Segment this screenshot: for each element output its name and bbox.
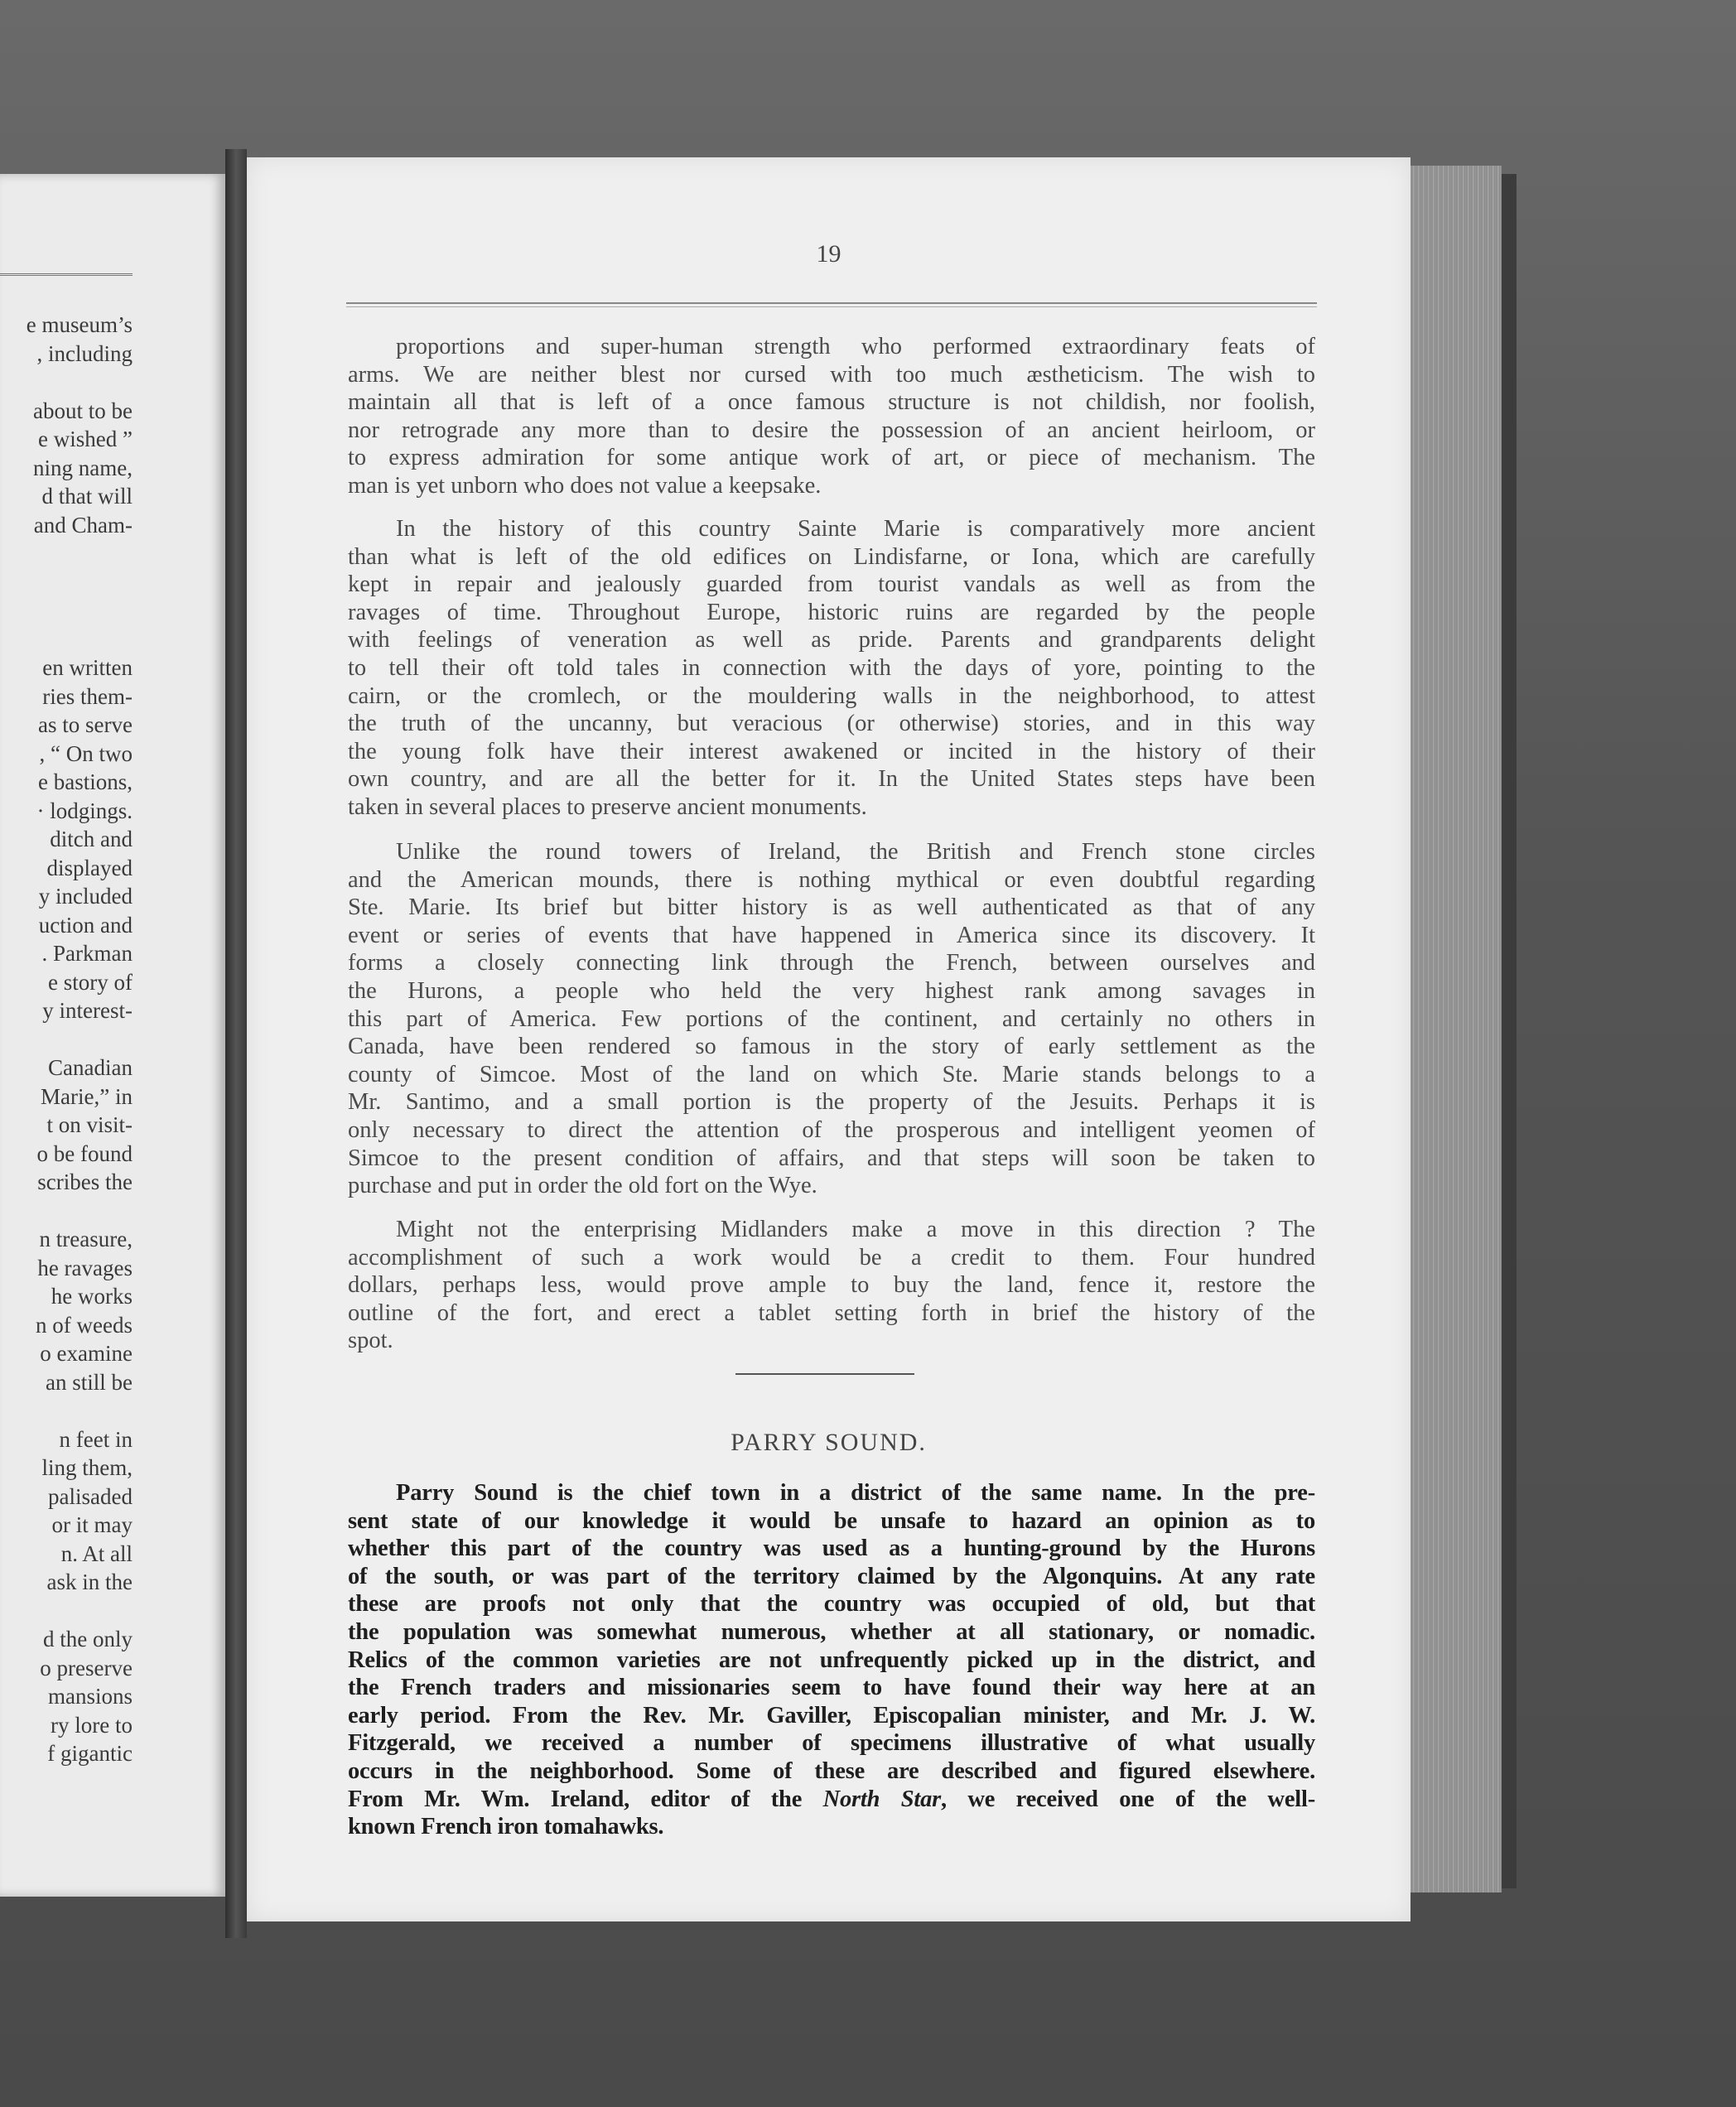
- facing-page-line: Marie,” in: [41, 1083, 133, 1109]
- text-line: the Hurons, a people who held the very highest rank among savages in: [348, 977, 1315, 1004]
- text-line-with-italic: [348, 1786, 1315, 1814]
- facing-page-line: palisaded: [48, 1483, 133, 1509]
- facing-page-line: or it may: [51, 1512, 133, 1537]
- text-line: In the history of this country Sainte Marie is comparatively more ancient: [396, 516, 1315, 542]
- text-line: the young folk have their interest awakened or incited in the history of their: [348, 738, 1315, 764]
- facing-page-line: . Parkman: [41, 941, 133, 966]
- book-cover-edge: [1502, 174, 1517, 1888]
- text-line: event or series of events that have happened in America since its discovery. It: [348, 922, 1315, 948]
- facing-page-line: Canadian: [48, 1055, 133, 1080]
- text-fragment: From Mr. Wm. Ireland, editor of the: [348, 1786, 823, 1812]
- paragraph-2: [348, 515, 1315, 822]
- facing-page-line: ries them-: [42, 683, 133, 709]
- facing-page-rule: [0, 273, 133, 276]
- facing-page-line: y included: [38, 884, 133, 909]
- facing-page-fragment: [0, 174, 225, 1897]
- facing-page-line: he works: [51, 1284, 133, 1309]
- text-line: to express admiration for some antique work of art, or piece of mechanism. The: [348, 445, 1315, 471]
- text-line: county of Simcoe. Most of the land on which Ste. Marie stands belongs to a: [348, 1061, 1315, 1087]
- text-line: Might not the enterprising Midlanders make a move in this direction ? The: [396, 1217, 1315, 1242]
- header-rule: [346, 302, 1317, 307]
- text-line: proportions and super-human strength who performed extraordinary feats of: [396, 334, 1315, 359]
- text-line: these are proofs not only that the country was occupied of old, but that: [348, 1591, 1315, 1618]
- facing-page-line: e wished ”: [38, 427, 133, 451]
- text-line: the population was somewhat numerous, whether at all stationary, or nomadic.: [348, 1618, 1315, 1645]
- facing-page-line: y interest-: [42, 998, 133, 1023]
- facing-page-line: n. At all: [60, 1540, 133, 1566]
- facing-page-line: mansions: [47, 1684, 133, 1709]
- facing-page-line: en written: [42, 655, 133, 680]
- text-line: arms. We are neither blest nor cursed with too much æstheticism. The wish to: [348, 361, 1315, 388]
- facing-page-line: ling them,: [41, 1455, 133, 1480]
- text-line: spot.: [348, 1328, 393, 1354]
- facing-page-line: displayed: [46, 855, 133, 880]
- text-line: own country, and are all the better for it. In the United States steps have been: [348, 766, 1315, 793]
- facing-page-line: about to be: [33, 398, 133, 423]
- facing-page-line: ning name,: [33, 455, 133, 480]
- text-line: Ste. Marie. Its brief but bitter history is as well authenticated as that of any: [348, 894, 1315, 921]
- text-line: occurs in the neighborhood. Some of these are described and figured elsewhere.: [348, 1757, 1315, 1784]
- facing-page-line: ry lore to: [51, 1712, 133, 1738]
- text-line: Parry Sound is the chief town in a district of the same name. In the pre-: [396, 1480, 1315, 1506]
- text-line: Unlike the round towers of Ireland, the British and French stone circles: [396, 839, 1315, 865]
- facing-page-line: d that will: [41, 484, 133, 509]
- book-page: [247, 157, 1410, 1921]
- parry-sound-paragraph: [348, 1479, 1315, 1841]
- text-line: known French iron tomahawks.: [348, 1814, 664, 1840]
- text-line: forms a closely connecting link through the French, between ourselves and: [348, 950, 1315, 976]
- facing-page-line: n feet in: [59, 1426, 133, 1452]
- facing-page-line: he ravages: [37, 1255, 133, 1280]
- facing-page-line: · lodgings.: [36, 798, 133, 823]
- text-line: the French traders and missionaries seem to have found their way here at an: [348, 1675, 1315, 1701]
- text-line: purchase and put in order the old fort on the Wye.: [348, 1173, 817, 1199]
- text-line: cairn, or the cromlech, or the mouldering walls in the neighborhood, to attest: [348, 682, 1315, 709]
- facing-page-line: t on visit-: [46, 1112, 133, 1137]
- text-line: only necessary to direct the attention of the prosperous and intelligent yeomen of: [348, 1116, 1315, 1143]
- facing-page-line: e story of: [48, 969, 133, 995]
- text-line: outline of the fort, and erect a tablet setting forth in brief the history of the: [348, 1299, 1315, 1326]
- facing-page-line: and Cham-: [33, 512, 133, 538]
- text-line: Mr. Santimo, and a small portion is the property of the Jesuits. Perhaps it is: [348, 1089, 1315, 1116]
- text-fragment: , we received one of the well-: [941, 1786, 1315, 1812]
- text-line: kept in repair and jealously guarded from tourist vandals as well as from the: [348, 571, 1315, 598]
- facing-page-line: uction and: [38, 912, 133, 938]
- facing-page-line: ask in the: [46, 1569, 133, 1594]
- facing-page-line: n treasure,: [39, 1227, 133, 1251]
- facing-page-line: d the only: [43, 1627, 133, 1651]
- text-line: this part of America. Few portions of the continent, and certainly no others in: [348, 1005, 1315, 1032]
- text-line: man is yet unborn who does not value a keepsake.: [348, 472, 822, 499]
- text-line: Relics of the common varieties are not unfrequently picked up in the district, and: [348, 1647, 1315, 1673]
- text-line: ravages of time. Throughout Europe, historic ruins are regarded by the people: [348, 599, 1315, 625]
- text-line: with feelings of veneration as well as pride. Parents and grandparents delight: [348, 627, 1315, 653]
- facing-page-line: an still be: [46, 1369, 133, 1395]
- paragraph-1: [348, 333, 1315, 500]
- facing-page-line: o preserve: [40, 1655, 133, 1680]
- text-line: the truth of the uncanny, but veracious (or otherwise) stories, and in this way: [348, 711, 1315, 737]
- facing-page-line: ditch and: [50, 827, 133, 851]
- text-line: Simcoe to the present condition of affairs, and that steps will soon be taken to: [348, 1145, 1315, 1171]
- text-line: dollars, perhaps less, would prove ample to buy the land, fence it, restore the: [348, 1272, 1315, 1299]
- facing-page-line: , including: [36, 340, 133, 366]
- facing-page-line: o be found: [36, 1140, 133, 1166]
- facing-page-line: scribes the: [37, 1169, 133, 1194]
- book-gutter: [225, 149, 247, 1938]
- text-line: to tell their oft told tales in connection with the days of yore, pointing to the: [348, 654, 1315, 681]
- facing-page-line: as to serve: [38, 712, 133, 737]
- newspaper-title: North Star: [822, 1786, 942, 1812]
- text-line: sent state of our knowledge it would be unsafe to hazard an opinion as to: [348, 1507, 1315, 1534]
- facing-page-line: , “ On two: [39, 740, 133, 766]
- page-number: 19: [816, 240, 841, 268]
- text-line: than what is left of the old edifices on Lindisfarne, or Iona, which are carefully: [348, 543, 1315, 570]
- text-line: whether this part of the country was used as a hunting-ground by the Hurons: [348, 1536, 1315, 1562]
- facing-page-line: n of weeds: [36, 1312, 133, 1338]
- text-line: early period. From the Rev. Mr. Gaviller, Episcopalian minister, and Mr. J. W.: [348, 1702, 1315, 1729]
- text-line: and the American mounds, there is nothing mythical or even doubtful regarding: [348, 866, 1315, 893]
- text-line: maintain all that is left of a once famous structure is not childish, nor foolish,: [348, 389, 1315, 416]
- facing-page-line: o examine: [40, 1341, 133, 1366]
- section-separator: [735, 1373, 914, 1375]
- section-title: PARRY SOUND.: [731, 1429, 927, 1456]
- facing-page-line: e bastions,: [38, 769, 133, 794]
- text-line: Fitzgerald, we received a number of specimens illustrative of what usually: [348, 1730, 1315, 1757]
- paragraph-4: [348, 1216, 1315, 1355]
- text-line: Canada, have been rendered so famous in the story of early settlement as the: [348, 1034, 1315, 1060]
- paragraph-3: [348, 838, 1315, 1200]
- text-line: taken in several places to preserve ancient monuments.: [348, 793, 867, 820]
- facing-page-line: e museum’s: [26, 312, 133, 337]
- text-line: accomplishment of such a work would be a credit to them. Four hundred: [348, 1244, 1315, 1270]
- facing-page-line: f gigantic: [47, 1741, 133, 1766]
- text-line: nor retrograde any more than to desire the possession of an ancient heirloom, or: [348, 417, 1315, 443]
- text-line: of the south, or was part of the territory claimed by the Algonquins. At any rate: [348, 1563, 1315, 1589]
- page-edges: [1410, 166, 1502, 1892]
